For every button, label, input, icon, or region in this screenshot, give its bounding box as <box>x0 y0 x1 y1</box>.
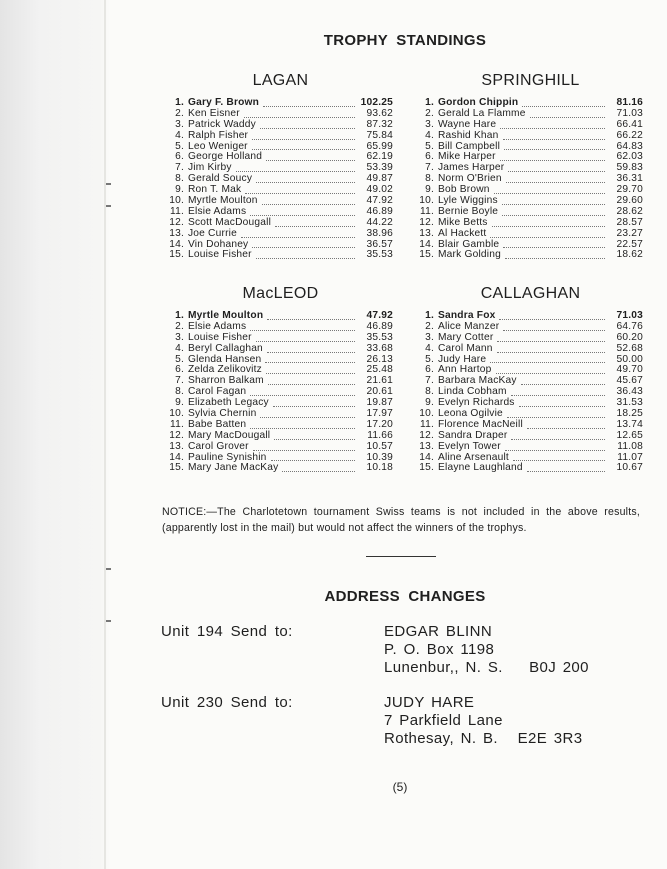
score: 10.18 <box>366 462 393 474</box>
dot-leader <box>496 372 605 374</box>
score: 60.20 <box>616 331 643 343</box>
standing-row <box>168 344 393 355</box>
score: 36.57 <box>366 238 393 250</box>
address-line: P. O. Box 1198 <box>384 641 495 658</box>
dot-leader <box>527 470 605 472</box>
dot-leader <box>268 383 355 385</box>
address-changes-title: ADDRESS CHANGES <box>324 588 486 605</box>
rank: 11. <box>419 418 434 430</box>
dot-leader <box>505 257 605 259</box>
staple-mark <box>106 205 111 207</box>
score: 20.61 <box>366 386 393 398</box>
standing-row <box>168 250 393 261</box>
dot-leader <box>253 449 355 451</box>
player-name: Jim Kirby <box>188 162 232 174</box>
rank: 9. <box>175 184 184 196</box>
dot-leader <box>282 470 355 472</box>
address-line: EDGAR BLINN <box>384 623 493 640</box>
score: 50.00 <box>616 353 643 365</box>
player-name: Elsie Adams <box>188 320 247 332</box>
standing-row <box>168 229 393 240</box>
dot-leader <box>527 427 605 429</box>
rank: 3. <box>425 331 434 343</box>
score: 64.83 <box>616 140 643 152</box>
dot-leader <box>267 318 355 320</box>
rank: 5. <box>175 353 184 365</box>
score: 62.03 <box>616 151 643 163</box>
rank: 12. <box>169 429 184 441</box>
staple-mark <box>106 620 111 622</box>
score: 29.70 <box>616 184 643 196</box>
dot-leader <box>262 203 355 205</box>
player-name: Ken Eisner <box>188 107 240 119</box>
notice-paragraph: NOTICE:—The Charlotetown tournament Swiss teams is not included in the above results, (apparently lost in the mail) but would not affect the winners of the trophys. <box>162 506 640 534</box>
player-name: Lyle Wiggins <box>438 195 498 207</box>
player-name: Louise Fisher <box>188 249 252 261</box>
player-name: Patrick Waddy <box>188 118 256 130</box>
standing-row <box>168 131 393 142</box>
dot-leader <box>250 394 355 396</box>
dot-leader <box>250 214 355 216</box>
player-name: Barbara MacKay <box>438 375 517 387</box>
score: 10.67 <box>616 462 643 474</box>
score: 18.62 <box>616 249 643 261</box>
player-name: Gary F. Brown <box>188 97 260 108</box>
rank: 14. <box>419 238 434 250</box>
rank: 8. <box>425 173 434 185</box>
rank: 10. <box>419 195 434 207</box>
score: 35.53 <box>366 249 393 261</box>
dot-leader <box>522 105 605 107</box>
score: 12.65 <box>616 429 643 441</box>
rank: 8. <box>175 386 184 398</box>
rank: 4. <box>425 342 434 354</box>
rank: 14. <box>169 238 184 250</box>
standing-row <box>418 442 643 453</box>
rank: 11. <box>169 418 184 430</box>
score: 46.89 <box>366 320 393 332</box>
score: 28.57 <box>616 216 643 228</box>
dot-leader <box>500 159 605 161</box>
score: 47.92 <box>366 195 393 207</box>
player-name: Mary Cotter <box>438 331 494 343</box>
rank: 2. <box>175 107 184 119</box>
standings-list <box>168 311 393 474</box>
score: 102.25 <box>360 97 393 108</box>
score: 22.57 <box>616 238 643 250</box>
dot-leader <box>490 236 605 238</box>
score: 64.76 <box>616 320 643 332</box>
player-name: Wayne Hare <box>438 118 497 130</box>
player-name: Mary Jane MacKay <box>188 462 279 474</box>
rank: 8. <box>425 386 434 398</box>
player-name: Mike Harper <box>438 151 496 163</box>
block-title-lagan: LAGAN <box>252 72 309 89</box>
unit-label: Unit 194 Send to: <box>161 623 293 640</box>
player-name: Ralph Fisher <box>188 129 249 141</box>
score: 66.41 <box>616 118 643 130</box>
block-title-springhill: SPRINGHILL <box>481 72 580 89</box>
staple-mark <box>106 183 111 185</box>
dot-leader <box>256 340 355 342</box>
page-title: TROPHY STANDINGS <box>323 32 487 49</box>
rank: 12. <box>419 216 434 228</box>
rank: 11. <box>419 205 434 217</box>
score: 71.03 <box>616 310 643 321</box>
score: 17.97 <box>366 408 393 420</box>
score: 23.27 <box>616 227 643 239</box>
player-name: Leona Ogilvie <box>438 408 503 420</box>
dot-leader <box>503 138 605 140</box>
dot-leader <box>267 351 355 353</box>
dot-leader <box>256 181 355 183</box>
player-name: Florence MacNeill <box>438 418 523 430</box>
address-block <box>384 623 589 677</box>
rank: 4. <box>175 129 184 141</box>
player-name: Aline Arsenault <box>438 451 509 463</box>
dot-leader <box>256 257 355 259</box>
score: 11.08 <box>617 440 643 452</box>
dot-leader <box>266 159 355 161</box>
score: 18.25 <box>616 408 643 420</box>
rank: 9. <box>425 184 434 196</box>
rank: 10. <box>169 195 184 207</box>
block-title-callaghan: CALLAGHAN <box>480 285 581 302</box>
player-name: Myrtle Moulton <box>188 310 264 321</box>
player-name: Bill Campbell <box>438 140 501 152</box>
standing-row <box>168 442 393 453</box>
dot-leader <box>236 170 355 172</box>
score: 87.32 <box>366 118 393 130</box>
standing-row <box>418 229 643 240</box>
dot-leader <box>503 329 605 331</box>
player-name: Elayne Laughland <box>438 462 523 474</box>
score: 93.62 <box>366 107 393 119</box>
score: 21.61 <box>366 375 393 387</box>
score: 49.70 <box>616 364 643 376</box>
address-line: JUDY HARE <box>384 694 475 711</box>
score: 45.67 <box>616 375 643 387</box>
rank: 11. <box>169 205 184 217</box>
standing-row <box>418 463 643 474</box>
rank: 10. <box>419 408 434 420</box>
rank: 12. <box>419 429 434 441</box>
rank: 13. <box>169 227 184 239</box>
dot-leader <box>273 405 355 407</box>
score: 26.13 <box>366 353 393 365</box>
score: 53.39 <box>366 162 393 174</box>
rank: 6. <box>175 364 184 376</box>
player-name: Myrtle Moulton <box>188 195 258 207</box>
dot-leader <box>497 340 605 342</box>
page-binding-shadow <box>0 0 110 869</box>
player-name: James Harper <box>438 162 505 174</box>
player-name: Gerald Soucy <box>188 173 253 185</box>
player-name: Ann Hartop <box>438 364 492 376</box>
dot-leader <box>513 459 605 461</box>
dot-leader <box>492 225 605 227</box>
player-name: Sylvia Chernin <box>188 408 257 420</box>
player-name: Al Hackett <box>438 227 487 239</box>
dot-leader <box>519 405 605 407</box>
rank: 14. <box>169 451 184 463</box>
rank: 5. <box>425 140 434 152</box>
player-name: Carol Fagan <box>188 386 247 398</box>
player-name: Gordon Chippin <box>438 97 519 108</box>
player-name: Mike Betts <box>438 216 488 228</box>
rank: 6. <box>425 151 434 163</box>
rank: 3. <box>175 118 184 130</box>
score: 36.43 <box>616 386 643 398</box>
dot-leader <box>271 459 355 461</box>
dot-leader <box>260 416 355 418</box>
dot-leader <box>266 372 355 374</box>
standing-row <box>418 131 643 142</box>
address-line: Rothesay, N. B. E2E 3R3 <box>384 730 583 747</box>
player-name: Carol Mann <box>438 342 493 354</box>
player-name: Bob Brown <box>438 184 490 196</box>
score: 66.22 <box>616 129 643 141</box>
page-number: (5) <box>392 780 408 794</box>
player-name: Zelda Zelikovitz <box>188 364 262 376</box>
player-name: Evelyn Richards <box>438 397 515 409</box>
rank: 7. <box>175 162 184 174</box>
player-name: Sharron Balkam <box>188 375 264 387</box>
rank: 15. <box>169 462 184 474</box>
player-name: Mark Golding <box>438 249 501 261</box>
score: 35.53 <box>366 331 393 343</box>
standings-block-callaghan <box>418 285 643 474</box>
standing-row <box>168 463 393 474</box>
standings-list <box>418 311 643 474</box>
score: 28.62 <box>616 205 643 217</box>
dot-leader <box>511 438 605 440</box>
dot-leader <box>505 449 605 451</box>
address-block <box>384 694 582 748</box>
score: 71.03 <box>616 107 643 119</box>
score: 46.89 <box>366 205 393 217</box>
rank: 8. <box>175 173 184 185</box>
dot-leader <box>244 116 355 118</box>
rank: 4. <box>425 129 434 141</box>
dot-leader <box>250 427 355 429</box>
score: 47.92 <box>366 310 393 321</box>
score: 75.84 <box>366 129 393 141</box>
player-name: Pauline Synishin <box>188 451 267 463</box>
standings-block-macleod <box>168 285 393 474</box>
player-name: Blair Gamble <box>438 238 500 250</box>
score: 11.07 <box>617 451 643 463</box>
rank: 5. <box>175 140 184 152</box>
score: 62.19 <box>366 151 393 163</box>
rank: 15. <box>419 249 434 261</box>
rank: 12. <box>169 216 184 228</box>
player-name: Leo Weniger <box>188 140 248 152</box>
rank: 6. <box>425 364 434 376</box>
dot-leader <box>245 192 355 194</box>
player-name: Joe Currie <box>188 227 237 239</box>
dot-leader <box>499 318 605 320</box>
score: 33.68 <box>366 342 393 354</box>
dot-leader <box>502 203 605 205</box>
player-name: Alice Manzer <box>438 320 500 332</box>
rank: 13. <box>169 440 184 452</box>
dot-leader <box>260 127 355 129</box>
dot-leader <box>250 329 355 331</box>
player-name: Sandra Fox <box>438 310 496 321</box>
rank: 1. <box>425 310 434 321</box>
rank: 2. <box>175 320 184 332</box>
player-name: Elsie Adams <box>188 205 247 217</box>
rank: 9. <box>175 397 184 409</box>
rank: 3. <box>175 331 184 343</box>
player-name: Carol Grover <box>188 440 249 452</box>
player-name: Elizabeth Legacy <box>188 397 269 409</box>
player-name: Scott MacDougall <box>188 216 272 228</box>
unit-label: Unit 230 Send to: <box>161 694 293 711</box>
rank: 6. <box>175 151 184 163</box>
score: 17.20 <box>366 418 393 430</box>
rank: 7. <box>425 375 434 387</box>
rank: 2. <box>425 107 434 119</box>
dot-leader <box>511 394 605 396</box>
rank: 3. <box>425 118 434 130</box>
score: 10.57 <box>366 440 393 452</box>
score: 59.83 <box>616 162 643 174</box>
player-name: Norm O'Brien <box>438 173 502 185</box>
score: 81.16 <box>616 97 643 108</box>
rank: 13. <box>419 227 434 239</box>
player-name: Mary MacDougall <box>188 429 271 441</box>
rank: 15. <box>169 249 184 261</box>
score: 13.74 <box>616 418 643 430</box>
rank: 1. <box>175 310 184 321</box>
score: 29.60 <box>616 195 643 207</box>
player-name: Louise Fisher <box>188 331 252 343</box>
player-name: Evelyn Tower <box>438 440 501 452</box>
player-name: George Holland <box>188 151 263 163</box>
rank: 14. <box>419 451 434 463</box>
score: 36.31 <box>616 173 643 185</box>
player-name: Sandra Draper <box>438 429 508 441</box>
rank: 10. <box>169 408 184 420</box>
score: 25.48 <box>366 364 393 376</box>
dot-leader <box>274 438 355 440</box>
score: 49.87 <box>366 173 393 185</box>
address-line: 7 Parkfield Lane <box>384 712 503 729</box>
score: 52.68 <box>616 342 643 354</box>
dot-leader <box>503 246 605 248</box>
rank: 5. <box>425 353 434 365</box>
dot-leader <box>497 351 605 353</box>
rank: 9. <box>425 397 434 409</box>
standing-row <box>418 250 643 261</box>
staple-mark <box>106 568 111 570</box>
score: 11.66 <box>367 429 393 441</box>
score: 38.96 <box>366 227 393 239</box>
player-name: Linda Cobham <box>438 386 507 398</box>
block-title-macleod: MacLEOD <box>242 285 319 302</box>
dot-leader <box>275 225 355 227</box>
rank: 1. <box>425 97 434 108</box>
score: 44.22 <box>366 216 393 228</box>
score: 65.99 <box>366 140 393 152</box>
rank: 7. <box>425 162 434 174</box>
dot-leader <box>502 214 605 216</box>
dot-leader <box>252 246 355 248</box>
player-name: Bernie Boyle <box>438 205 499 217</box>
rank: 15. <box>419 462 434 474</box>
rank: 1. <box>175 97 184 108</box>
dot-leader <box>506 181 605 183</box>
standings-list <box>168 98 393 261</box>
dot-leader <box>252 148 355 150</box>
standings-list <box>418 98 643 261</box>
player-name: Judy Hare <box>438 353 487 365</box>
player-name: Rashid Khan <box>438 129 499 141</box>
score: 19.87 <box>366 397 393 409</box>
standings-block-springhill <box>418 72 643 261</box>
dot-leader <box>252 138 355 140</box>
player-name: Babe Batten <box>188 418 247 430</box>
address-line: Lunenbur,, N. S. B0J 200 <box>384 659 589 676</box>
dot-leader <box>265 361 355 363</box>
player-name: Beryl Callaghan <box>188 342 263 354</box>
dot-leader <box>241 236 355 238</box>
dot-leader <box>530 116 605 118</box>
dot-leader <box>500 127 605 129</box>
dot-leader <box>508 170 605 172</box>
player-name: Glenda Hansen <box>188 353 262 365</box>
player-name: Vin Dohaney <box>188 238 249 250</box>
dot-leader <box>521 383 605 385</box>
score: 10.39 <box>366 451 393 463</box>
player-name: Gerald La Flamme <box>438 107 526 119</box>
dot-leader <box>494 192 605 194</box>
section-divider <box>366 556 436 557</box>
dot-leader <box>504 148 605 150</box>
standing-row <box>418 344 643 355</box>
dot-leader <box>490 361 605 363</box>
score: 49.02 <box>366 184 393 196</box>
rank: 2. <box>425 320 434 332</box>
dot-leader <box>263 105 355 107</box>
player-name: Ron T. Mak <box>188 184 242 196</box>
rank: 4. <box>175 342 184 354</box>
score: 31.53 <box>616 397 643 409</box>
dot-leader <box>507 416 605 418</box>
rank: 13. <box>419 440 434 452</box>
rank: 7. <box>175 375 184 387</box>
standings-block-lagan <box>168 72 393 261</box>
